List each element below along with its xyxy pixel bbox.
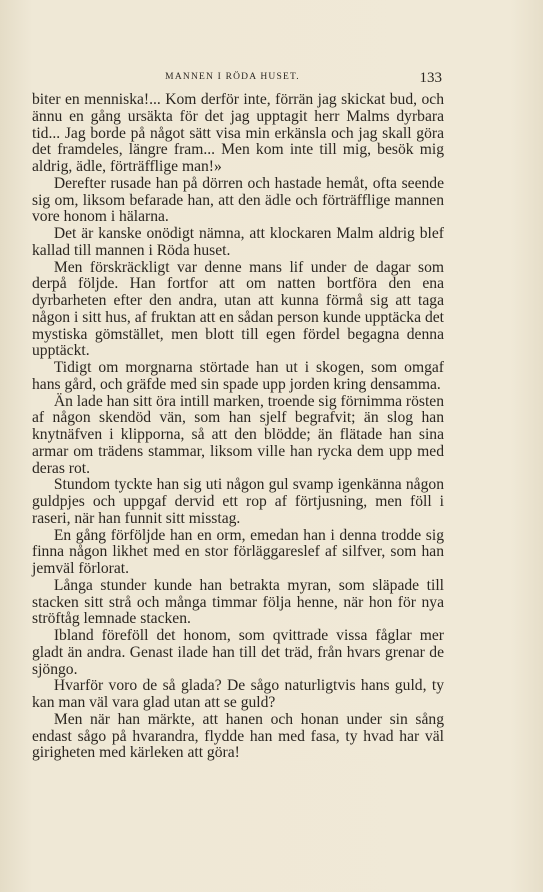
paragraph: Än lade han sitt öra intill marken, troende sig förnimma rösten af någon skendöd vän, som han sjelf begrafvit; än slog han knytnäfven i klipporna, så att den blödde; än flätade han sina armar om trädens stammar, liksom ville han rycka dem upp med deras rot.	[32, 392, 445, 477]
body-text	[32, 92, 444, 762]
paragraph: Det är kanske onödigt nämna, att klockaren Malm aldrig blef kallad till mannen i Röda huset.	[32, 225, 444, 259]
paragraph: Men när han märkte, att hanen och honan under sin sång endast sågo på hvarandra, flydde han med fasa, ty hvad har väl girigheten med kärleken att göra!	[32, 710, 444, 762]
paragraph: Stundom tyckte han sig uti någon gul svamp igenkänna någon guldpjes och uppgaf dervid ett rop af förtjusning, men föll i raseri, när han funnit sitt misstag.	[32, 476, 444, 527]
running-title: MANNEN I RÖDA HUSET.	[165, 72, 300, 82]
paragraph: Derefter rusade han på dörren och hastade hemåt, ofta seende sig om, liksom befarade han, att den ädle och förträfflige mannen vore honom i hälarna.	[32, 174, 444, 226]
paragraph: Ibland föreföll det honom, som qvittrade vissa fåglar mer gladt än andra. Genast ilade han till det träd, från hvars grenar de sjöngo.	[32, 627, 444, 678]
paragraph: Men förskräckligt var denne mans lif under de dagar som derpå följde. Han fortfor att om natten bortföra den ena dyrbarheten efter den andra, utan att kunna förmå sig att taga någon i sitt hus, af fruktan att en sådan person kunde upptäcka det mystiska gömstället, men blott till egen fördel begagna denna upptäckt.	[32, 258, 444, 360]
paragraph: Hvarför voro de så glada? De sågo naturligtvis hans guld, ty kan man väl vara glad utan att se guld?	[32, 677, 444, 711]
paragraph: En gång förföljde han en orm, emedan han i denna trodde sig finna någon likhet med en stor förläggareslef af silfver, som han jemväl förlorat.	[32, 526, 444, 577]
paragraph: biter en menniska!... Kom derför inte, förrän jag skickat bud, och ännu en gång ursäkta för det jag upptagit herr Malms dyrbara tid... Jag borde på något sätt visa min erkänsla och jag skall göra det framdeles, längre fram... Men kom inte till mig, besök mig aldrig, ädle, förträfflige man!»	[32, 91, 444, 175]
paragraph: Långa stunder kunde han betrakta myran, som släpade till stacken sitt strå och många timmar följa henne, när hon för nya ströftåg lemnade stacken.	[32, 576, 444, 628]
page-number: 133	[419, 70, 442, 86]
paragraph: Tidigt om morgnarna störtade han ut i skogen, som omgaf hans gård, och gräfde med sin spade upp jorden kring densamma.	[32, 359, 444, 393]
